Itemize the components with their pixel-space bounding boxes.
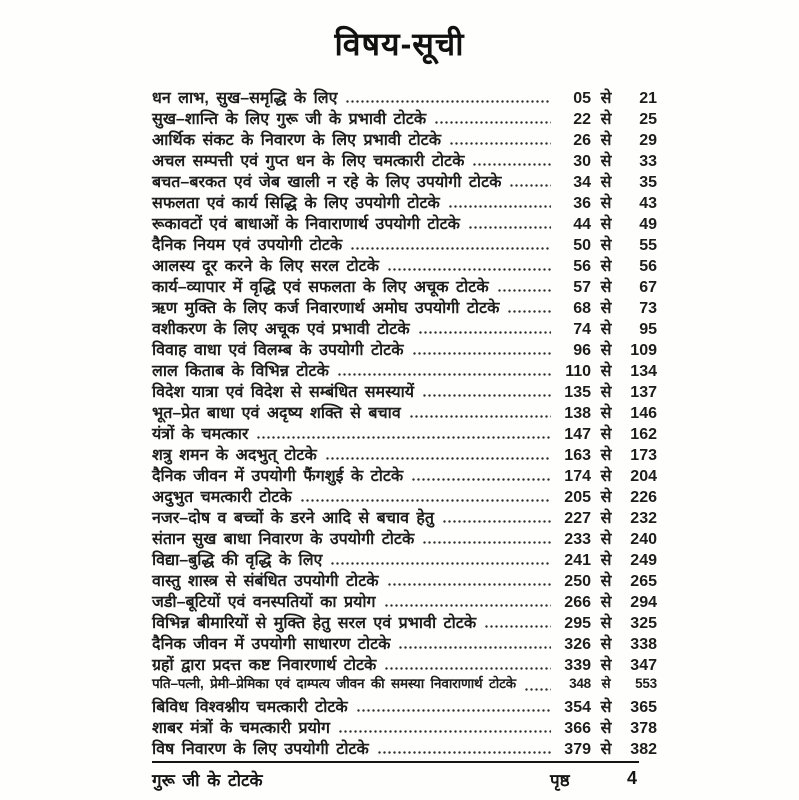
toc-entry-title: विष निवारण के लिए उपयोगी टोटके <box>152 741 369 758</box>
toc-entry-range-word: से <box>600 132 612 149</box>
toc-entry <box>152 632 657 653</box>
toc-entry-title: जडी–बूटियों एवं वनस्पतियों का प्रयोग <box>152 594 376 611</box>
dotted-leader <box>377 750 551 755</box>
toc-entry-page-to: 56 <box>639 258 657 275</box>
toc-entry-range-word: से <box>600 468 612 485</box>
toc-entry-page-from: 354 <box>564 699 591 716</box>
toc-entry-page-from: 138 <box>564 405 591 422</box>
toc-entry-title: नजर–दोष व बच्चों के डरने आदि से बचाव हेतु <box>152 510 435 527</box>
toc-entry-title: दैनिक जीवन में उपयोगी साधारण टोटके <box>152 636 391 653</box>
toc-entry-page-from: 233 <box>564 531 591 548</box>
toc-entry-page-to: 33 <box>639 153 657 170</box>
toc-entry <box>152 443 657 464</box>
toc-entry-range-word: से <box>600 237 612 254</box>
toc-entry <box>152 338 657 359</box>
toc-entry-page-from: 74 <box>573 321 591 338</box>
toc-entry-page-from: 26 <box>573 132 591 149</box>
toc-entry-page-to: 35 <box>639 174 657 191</box>
toc-entry <box>152 506 657 527</box>
toc-entry-title: अचल सम्पत्ती एवं गुप्त धन के लिए चमत्कारी टोटके <box>152 153 465 170</box>
toc-entry <box>152 149 657 170</box>
dotted-leader <box>524 687 551 692</box>
toc-entry-page-from: 147 <box>564 426 591 443</box>
toc-entry-page-to: 265 <box>630 573 657 590</box>
toc-entry-range-word: से <box>600 279 612 296</box>
toc-entry-page-from: 339 <box>564 657 591 674</box>
toc-entry-range-word: से <box>600 741 612 758</box>
toc-entry-title: बिविध विश्वश्नीय चमत्कारी टोटके <box>152 699 348 716</box>
toc-entry-title: बचत–बरकत एवं जेब खाली न रहे के लिए उपयोगी टोटके <box>152 174 502 191</box>
toc-entry-page-to: 240 <box>630 531 657 548</box>
dotted-leader <box>350 246 551 251</box>
toc-entry-page-from: 22 <box>573 111 591 128</box>
toc-entry <box>152 254 657 275</box>
dotted-leader <box>422 393 551 398</box>
toc-entry-page-from: 379 <box>564 741 591 758</box>
toc-entry <box>152 317 657 338</box>
toc-entry-page-to: 382 <box>630 741 657 758</box>
toc-entry-page-from: 110 <box>565 363 591 380</box>
dotted-leader <box>398 645 551 650</box>
footer-page-label: पृष्ठ <box>550 771 570 790</box>
dotted-leader <box>337 372 551 377</box>
toc-entry <box>152 653 657 674</box>
toc-entry <box>152 695 657 716</box>
toc-entry <box>152 275 657 296</box>
toc-entry-page-from: 36 <box>573 195 591 212</box>
toc-entry-page-to: 232 <box>630 510 657 527</box>
toc-entry-title: सफलता एवं कार्य सिद्धि के लिए उपयोगी टोटके <box>152 195 440 212</box>
toc-entry <box>152 191 657 212</box>
toc-entry-page-from: 266 <box>564 594 591 611</box>
toc-entry-range-word: से <box>600 342 612 359</box>
toc-entry-title: दैनिक नियम एवं उपयोगी टोटके <box>152 237 343 254</box>
toc-entry-range-word: से <box>600 510 612 527</box>
toc-entry <box>152 422 657 443</box>
toc-entry-title: ऋण मुक्ति के लिए कर्ज निवारणार्थ अमोघ उपयोगी टोटके <box>152 300 500 317</box>
toc-entry-range-word: से <box>600 363 612 380</box>
toc-entry <box>152 527 657 548</box>
dotted-leader <box>484 624 551 629</box>
toc-entry <box>152 170 657 191</box>
toc-entry-page-to: 365 <box>630 699 657 716</box>
toc-entry <box>152 380 657 401</box>
dotted-leader <box>256 435 551 440</box>
toc-entry-title: यंत्रों के चमत्कार <box>152 426 249 443</box>
toc-entry-page-to: 294 <box>630 594 657 611</box>
toc-entry-page-from: 205 <box>564 489 591 506</box>
dotted-leader <box>387 582 551 587</box>
toc-entry-range-word: से <box>601 676 611 691</box>
dotted-leader <box>300 498 551 503</box>
toc-entry-page-from: 96 <box>573 342 591 359</box>
dotted-leader <box>468 225 551 230</box>
toc-entry <box>152 611 657 632</box>
toc-entry-range-word: से <box>600 195 612 212</box>
toc-entry-range-word: से <box>600 174 612 191</box>
toc-entry-page-from: 50 <box>573 237 591 254</box>
toc-entry-page-to: 204 <box>630 468 657 485</box>
toc-entry-page-to: 173 <box>630 447 657 464</box>
toc-entry-range-word: से <box>600 405 612 422</box>
toc-entry-page-from: 366 <box>564 720 591 737</box>
toc-entry-page-from: 57 <box>573 279 591 296</box>
toc-entry-range-word: से <box>600 699 612 716</box>
toc-entry-range-word: से <box>600 573 612 590</box>
toc-entry-title: शाबर मंत्रों के चमत्कारी प्रयोग <box>152 720 331 737</box>
toc-entry <box>152 233 657 254</box>
toc-entry-page-from: 34 <box>573 174 591 191</box>
toc-entry <box>152 716 657 737</box>
toc-entry-title: धन लाभ, सुख–समृद्धि के लिए <box>152 90 338 107</box>
toc-entry-page-from: 348 <box>569 676 591 691</box>
toc-entry-page-to: 134 <box>630 363 657 380</box>
footer-book-title: गुरू जी के टोटके <box>152 771 263 790</box>
toc-entry-range-word: से <box>600 258 612 275</box>
toc-entry <box>152 128 657 149</box>
toc-entry-range-word: से <box>600 321 612 338</box>
dotted-leader <box>325 456 551 461</box>
toc-entry-page-from: 241 <box>564 552 591 569</box>
toc-entry-page-from: 326 <box>564 636 591 653</box>
toc-entry <box>152 359 657 380</box>
toc-entry-page-to: 378 <box>630 720 657 737</box>
toc-entry-page-to: 21 <box>639 90 657 107</box>
toc-entry <box>152 548 657 569</box>
toc-entry-page-to: 73 <box>639 300 657 317</box>
dotted-leader <box>345 99 551 104</box>
toc-entry-title: दैनिक जीवन में उपयोगी फैंगशुई के टोटके <box>152 468 404 485</box>
dotted-leader <box>507 309 551 314</box>
toc-entry-page-from: 68 <box>573 300 591 317</box>
toc-entry <box>152 590 657 611</box>
toc-entry-page-from: 163 <box>564 447 591 464</box>
footer-page-number: 4 <box>626 768 637 788</box>
toc-entry-page-to: 25 <box>639 111 657 128</box>
toc-entry-page-to: 226 <box>630 489 657 506</box>
toc-entry-title: विदेश यात्रा एवं विदेश से सम्बंधित समस्यायें <box>152 384 415 401</box>
toc-entry-title: सुख–शान्ति के लिए गुरू जी के प्रभावी टोटके <box>152 111 427 128</box>
toc-entry-page-to: 553 <box>635 676 657 691</box>
dotted-leader <box>384 666 551 671</box>
toc-entry-range-word: से <box>600 300 612 317</box>
toc-entry-page-to: 109 <box>630 342 657 359</box>
toc-entry-title: विभिन्न बीमारियों से मुक्ति हेतु सरल एवं प्रभावी टोटके <box>152 615 477 632</box>
toc-entry-title: आलस्य दूर करने के लिए सरल टोटके <box>152 258 380 275</box>
toc-entry-title: विद्या–बुद्धि की वृद्धि के लिए <box>152 552 323 569</box>
toc-entry-range-word: से <box>600 657 612 674</box>
toc-entry-page-from: 05 <box>573 90 591 107</box>
page-title: विषय-सूची <box>334 26 465 62</box>
toc-entry-range-word: से <box>600 594 612 611</box>
toc-entry-title: रूकावटों एवं बाधाओं के निवाराणार्थ उपयोगी टोटके <box>152 216 460 233</box>
toc-entry-title: शत्रु शमन के अदभुत् टोटके <box>152 447 317 464</box>
toc-entry-page-from: 30 <box>573 153 591 170</box>
toc-entry-page-to: 29 <box>639 132 657 149</box>
toc-entry-range-word: से <box>600 384 612 401</box>
toc-entry <box>152 296 657 317</box>
toc-entry-range-word: से <box>600 615 612 632</box>
toc-entry-page-to: 146 <box>630 405 657 422</box>
toc-entry-range-word: से <box>600 153 612 170</box>
toc-entry-page-from: 44 <box>573 216 591 233</box>
toc-entry-range-word: से <box>600 489 612 506</box>
toc-entry-title: वशीकरण के लिए अचूक एवं प्रभावी टोटके <box>152 321 410 338</box>
dotted-leader <box>448 204 551 209</box>
toc-entry-page-from: 56 <box>573 258 591 275</box>
toc-entry-title: भूत–प्रेत बाधा एवं अदृष्य शक्ति से बचाव <box>152 405 401 422</box>
toc-entry-page-from: 174 <box>564 468 591 485</box>
toc-entry <box>152 464 657 485</box>
dotted-leader <box>384 603 551 608</box>
toc-entry-page-to: 338 <box>630 636 657 653</box>
dotted-leader <box>449 141 551 146</box>
toc-entry-range-word: से <box>600 636 612 653</box>
toc-entry <box>152 86 657 107</box>
toc-entry-title: ग्रहों द्वारा प्रदत्त कष्ट निवारणार्थ टोटके <box>152 657 377 674</box>
dotted-leader <box>411 477 551 482</box>
toc-entry-page-from: 295 <box>564 615 591 632</box>
toc-entry-page-from: 227 <box>564 510 591 527</box>
toc-entry-page-to: 325 <box>630 615 657 632</box>
toc-entry-page-from: 250 <box>564 573 591 590</box>
dotted-leader <box>472 162 551 167</box>
toc-entry-title: आर्थिक संकट के निवारण के लिए प्रभावी टोटके <box>152 132 441 149</box>
toc-entry-title: पति–पत्नी, प्रेमी–प्रेमिका एवं दाम्पत्य जीवन की समस्या निवाराणार्थ टोटके <box>152 676 516 691</box>
dotted-leader <box>422 540 551 545</box>
toc-entry-title: संतान सुख बाधा निवारण के उपयोगी टोटके <box>152 531 415 548</box>
toc-entry-title: अदुभुत चमत्कारी टोटके <box>152 489 292 506</box>
toc-entry-range-word: से <box>600 90 612 107</box>
toc-entry <box>152 737 657 758</box>
dotted-leader <box>338 729 551 734</box>
dotted-leader <box>330 561 551 566</box>
toc-entry-range-word: से <box>600 447 612 464</box>
toc-entry <box>152 401 657 422</box>
toc-entry-page-to: 95 <box>639 321 657 338</box>
toc-entry-page-to: 249 <box>630 552 657 569</box>
toc-entry-page-to: 347 <box>630 657 657 674</box>
footer-divider <box>152 761 639 763</box>
toc-entry-range-word: से <box>600 426 612 443</box>
toc-entry <box>152 485 657 506</box>
dotted-leader <box>434 120 551 125</box>
toc-entry-title: वास्तु शास्त्र से संबंधित उपयोगी टोटके <box>152 573 379 590</box>
toc-entry-range-word: से <box>600 111 612 128</box>
toc-entry-page-to: 162 <box>630 426 657 443</box>
toc-entry-page-from: 135 <box>564 384 591 401</box>
toc-entry-page-to: 49 <box>639 216 657 233</box>
toc-entry-page-to: 43 <box>639 195 657 212</box>
dotted-leader <box>509 183 551 188</box>
toc-entry-title: कार्य–व्यापार में वृद्धि एवं सफलता के लिए अचूक टोटके <box>152 279 489 296</box>
toc-list <box>152 86 657 758</box>
toc-entry-title: लाल किताब के विभिन्न टोटके <box>152 363 329 380</box>
toc-entry <box>152 212 657 233</box>
dotted-leader <box>412 351 551 356</box>
toc-entry-range-word: से <box>600 531 612 548</box>
toc-entry <box>152 107 657 128</box>
toc-entry-title: विवाह वाधा एवं विलम्ब के उपयोगी टोटके <box>152 342 404 359</box>
toc-entry <box>152 674 657 695</box>
dotted-leader <box>387 267 551 272</box>
toc-entry-range-word: से <box>600 216 612 233</box>
toc-entry <box>152 569 657 590</box>
dotted-leader <box>409 414 551 419</box>
dotted-leader <box>442 519 551 524</box>
dotted-leader <box>418 330 551 335</box>
toc-entry-range-word: से <box>600 552 612 569</box>
dotted-leader <box>356 708 551 713</box>
toc-entry-page-to: 55 <box>639 237 657 254</box>
toc-entry-page-to: 67 <box>639 279 657 296</box>
dotted-leader <box>497 288 551 293</box>
toc-entry-page-to: 137 <box>630 384 657 401</box>
toc-entry-range-word: से <box>600 720 612 737</box>
